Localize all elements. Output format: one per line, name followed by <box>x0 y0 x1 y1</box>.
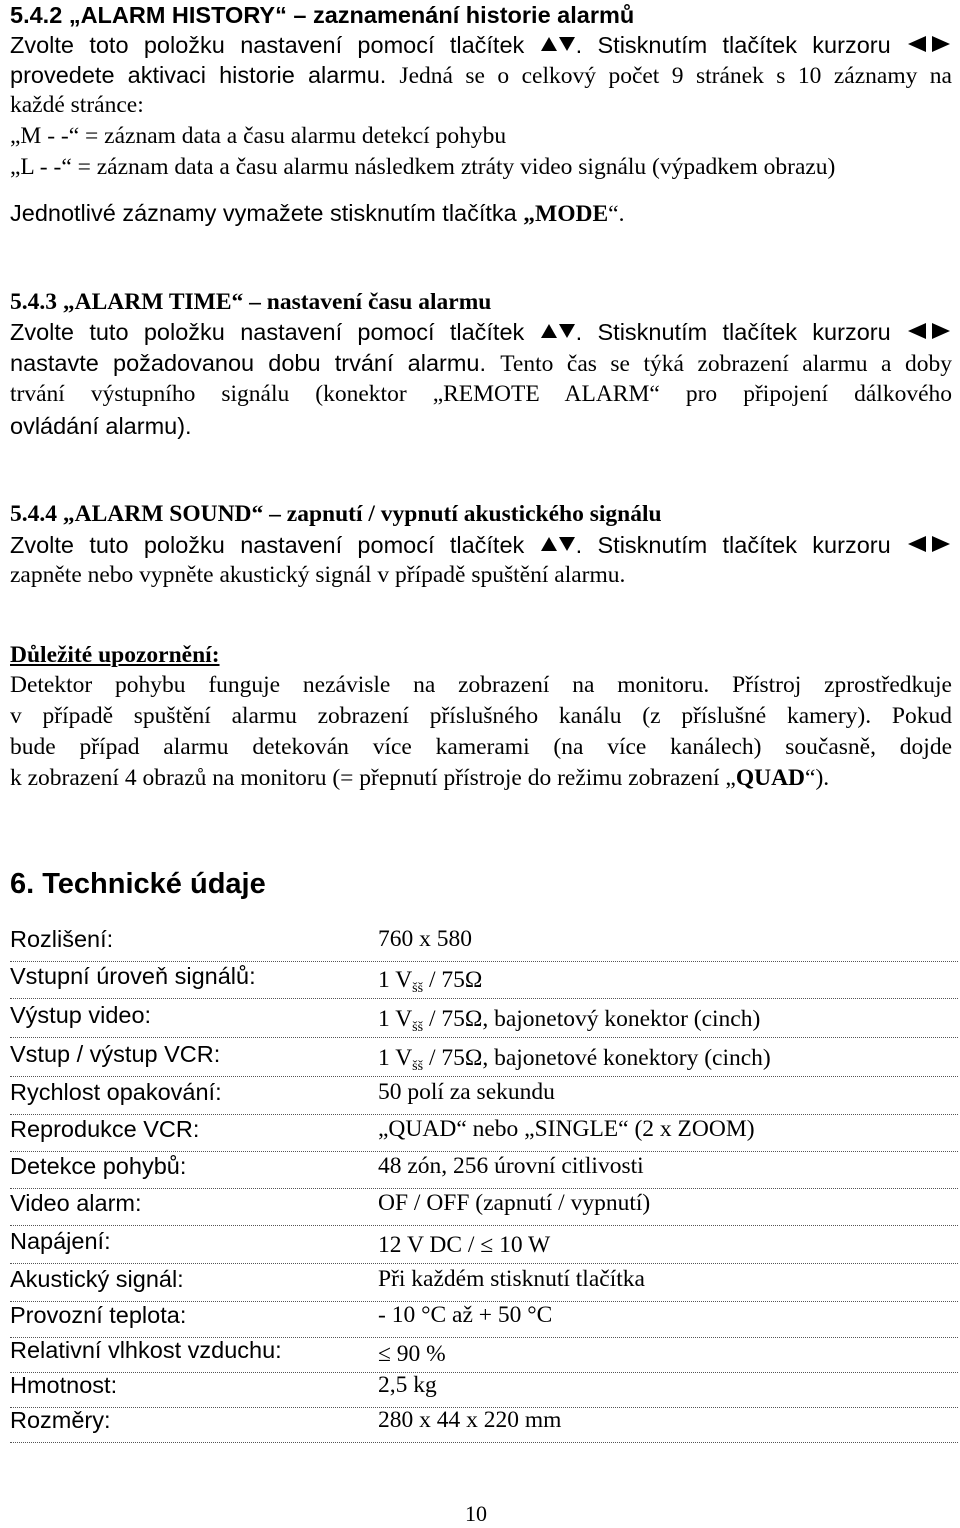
spec-label: Hmotnost: <box>10 1372 118 1398</box>
left-right-arrow-icon <box>906 322 952 340</box>
paragraph-line: Zvolte toto položku nastavení pomocí tlačítek . Stisknutím tlačítek kurzoru <box>10 30 952 60</box>
spec-label: Rychlost opakování: <box>10 1079 222 1105</box>
section-heading-5-4-3: 5.4.3 „ALARM TIME“ – nastavení času alarmu <box>10 289 492 315</box>
spec-value: 12 V DC / ≤ 10 W <box>378 1232 551 1258</box>
left-right-arrow-icon <box>906 35 952 53</box>
paragraph-line: „L - -“ = záznam data a času alarmu následkem ztráty video signálu (výpadkem obrazu) <box>10 154 836 180</box>
spec-value: „QUAD“ nebo „SINGLE“ (2 x ZOOM) <box>378 1116 755 1142</box>
paragraph-line: zapněte nebo vypněte akustický signál v případě spuštění alarmu. <box>10 562 626 588</box>
paragraph-line: Zvolte tuto položku nastavení pomocí tlačítek . Stisknutím tlačítek kurzoru <box>10 317 952 347</box>
paragraph-line: každé stránce: <box>10 92 144 118</box>
spec-value: 1 $V_{šš} / 75\Omega$ <box>378 967 483 996</box>
paragraph-line: trvání výstupního signálu (konektor „REMOTE ALARM“ pro připojení dálkového <box>10 381 952 407</box>
spec-row <box>10 1370 958 1408</box>
paragraph-line: ovládání alarmu). <box>10 413 192 439</box>
spec-row <box>10 1335 958 1373</box>
left-right-arrow-icon <box>906 535 952 553</box>
spec-label: Provozní teplota: <box>10 1302 187 1328</box>
up-down-arrow-icon <box>540 322 576 340</box>
spec-value: Při každém stisknutí tlačítka <box>378 1266 645 1292</box>
paragraph-line: v případě spuštění alarmu zobrazení příslušného kanálu (z příslušné kamery). Pokud <box>10 703 952 729</box>
spec-row <box>10 1226 958 1264</box>
spec-value: - 10 °C až + 50 °C <box>378 1302 553 1328</box>
paragraph-line: nastavte požadovanou dobu trvání alarmu. Tento čas se týká zobrazení alarmu a doby <box>10 350 952 377</box>
paragraph-line: Jednotlivé záznamy vymažete stisknutím tlačítka „MODE“. <box>10 200 625 227</box>
spec-label: Napájení: <box>10 1228 111 1254</box>
spec-row <box>10 1300 958 1338</box>
paragraph-line: k zobrazení 4 obrazů na monitoru (= přepnutí přístroje do režimu zobrazení „QUAD“). <box>10 765 830 791</box>
up-down-arrow-icon <box>540 35 576 53</box>
spec-value: 280 x 44 x 220 mm <box>378 1407 562 1433</box>
paragraph-line: Detektor pohybu funguje nezávisle na zobrazení na monitoru. Přístroj zprostředkuje <box>10 672 952 698</box>
paragraph-line: provedete aktivaci historie alarmu. Jedná se o celkový počet 9 stránek s 10 záznamy na <box>10 62 952 89</box>
spec-label: Rozměry: <box>10 1407 111 1433</box>
spec-label: Reprodukce VCR: <box>10 1116 200 1142</box>
paragraph-line: „M - -“ = záznam data a času alarmu detekcí pohybu <box>10 123 507 149</box>
spec-label: Video alarm: <box>10 1190 142 1216</box>
spec-row <box>10 1077 958 1115</box>
up-down-arrow-icon <box>540 535 576 553</box>
spec-row <box>10 1188 958 1226</box>
spec-value: 48 zón, 256 úrovní citlivosti <box>378 1153 644 1179</box>
spec-row <box>10 1114 958 1152</box>
spec-value: 760 x 580 <box>378 926 472 952</box>
spec-value: 50 polí za sekundu <box>378 1079 555 1105</box>
spec-label: Rozlišení: <box>10 926 114 952</box>
spec-label: Vstupní úroveň signálů: <box>10 963 256 989</box>
spec-value: ≤ 90 % <box>378 1341 446 1367</box>
spec-label: Akustický signál: <box>10 1266 184 1292</box>
section-heading-5-4-2: 5.4.2 „ALARM HISTORY“ – zaznamenání historie alarmů <box>10 2 635 28</box>
spec-row <box>10 961 958 999</box>
spec-label: Výstup video: <box>10 1002 152 1028</box>
spec-value: OF / OFF (zapnutí / vypnutí) <box>378 1190 651 1216</box>
paragraph-line: Zvolte tuto položku nastavení pomocí tlačítek . Stisknutím tlačítek kurzoru <box>10 530 952 560</box>
spec-label: Relativní vlhkost vzduchu: <box>10 1337 282 1363</box>
spec-row <box>10 1151 958 1189</box>
section-heading-5-4-4: 5.4.4 „ALARM SOUND“ – zapnutí / vypnutí akustického signálu <box>10 501 662 527</box>
spec-row <box>10 1264 958 1302</box>
spec-value: 1 $V_{šš} / 75\Omega$, bajonetové konektory (cinch) <box>378 1045 771 1074</box>
spec-label: Detekce pohybů: <box>10 1153 187 1179</box>
spec-row <box>10 1000 958 1038</box>
important-note-heading: Důležité upozornění: <box>10 642 220 668</box>
spec-row <box>10 924 958 962</box>
spec-value: 2,5 kg <box>378 1372 437 1398</box>
section-heading-6: 6. Technické údaje <box>10 868 266 900</box>
spec-value: 1 $V_{šš} / 75\Omega$, bajonetový konektor (cinch) <box>378 1006 761 1035</box>
spec-row <box>10 1039 958 1077</box>
spec-row <box>10 1405 958 1443</box>
paragraph-line: bude případ alarmu detekován více kamerami (na více kanálech) současně, dojde <box>10 734 952 760</box>
page-number: 10 <box>465 1501 487 1526</box>
spec-label: Vstup / výstup VCR: <box>10 1041 221 1067</box>
